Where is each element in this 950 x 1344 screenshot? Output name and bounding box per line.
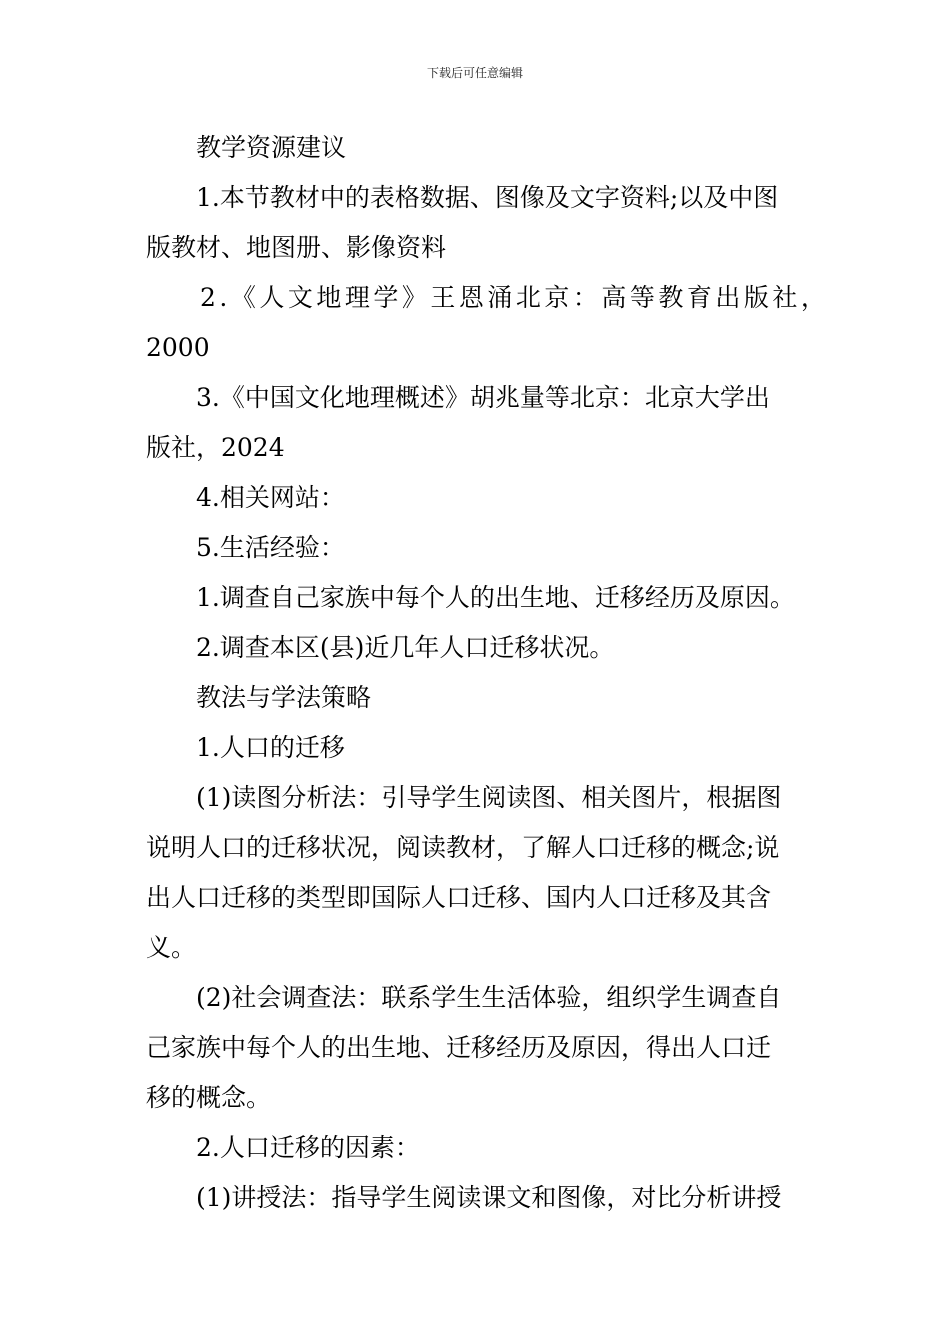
paragraph-line: 5.生活经验： [196, 533, 345, 562]
paragraph-line: 2.《人文地理学》王恩涌北京：高等教育出版社， [200, 283, 830, 312]
paragraph-line: (2)社会调查法：联系学生生活体验，组织学生调查自 [196, 983, 782, 1012]
paragraph-line: 版社，2024 [146, 433, 285, 462]
paragraph-line: 2000 [146, 333, 210, 362]
paragraph-line: 2.调查本区(县)近几年人口迁移状况。 [196, 633, 615, 662]
paragraph-line: 2.人口迁移的因素： [196, 1133, 420, 1162]
paragraph-line: (1)讲授法：指导学生阅读课文和图像，对比分析讲授 [196, 1183, 782, 1212]
paragraph-line: 义。 [146, 933, 197, 962]
paragraph-line: 1.调查自己家族中每个人的出生地、迁移经历及原因。 [196, 583, 795, 612]
paragraph-line: 3.《中国文化地理概述》胡兆量等北京：北京大学出 [196, 383, 770, 412]
section-heading-methods: 教法与学法策略 [196, 683, 372, 712]
paragraph-line: 版教材、地图册、影像资料 [146, 233, 447, 262]
paragraph-line: 1.人口的迁移 [196, 733, 345, 762]
paragraph-line: 己家族中每个人的出生地、迁移经历及原因，得出人口迁 [146, 1033, 772, 1062]
page-header: 下载后可任意编辑 [426, 66, 523, 80]
section-heading-resources: 教学资源建议 [196, 133, 347, 162]
paragraph-line: 说明人口的迁移状况，阅读教材，了解人口迁移的概念;说 [146, 833, 780, 862]
paragraph-line: (1)读图分析法：引导学生阅读图、相关图片，根据图 [196, 783, 782, 812]
paragraph-line: 移的概念。 [146, 1083, 272, 1112]
paragraph-line: 4.相关网站： [196, 483, 345, 512]
paragraph-line: 1.本节教材中的表格数据、图像及文字资料;以及中图 [196, 183, 779, 212]
paragraph-line: 出人口迁移的类型即国际人口迁移、国内人口迁移及其含 [146, 883, 772, 912]
